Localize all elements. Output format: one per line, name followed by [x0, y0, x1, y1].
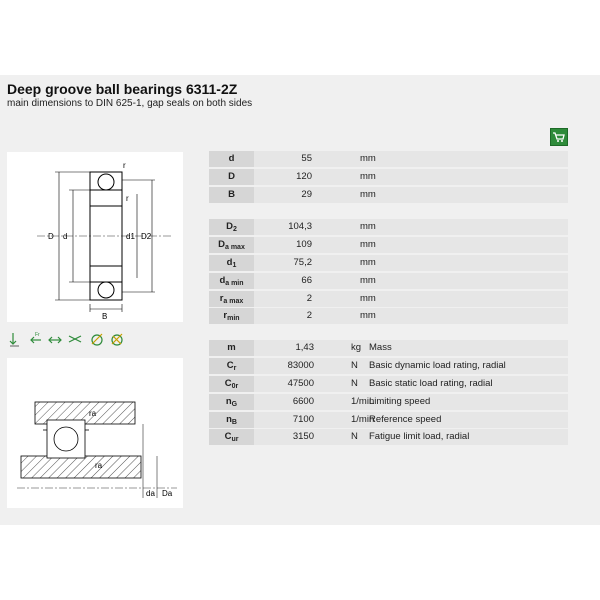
description-cell: Reference speed [369, 413, 442, 425]
svg-text:Fr: Fr [35, 332, 40, 338]
label-d1: d1 [126, 232, 135, 241]
shopping-cart-icon[interactable] [550, 128, 568, 146]
dimensions-table [209, 151, 568, 205]
value-cell: 7100 [292, 413, 314, 425]
mounting-dimensions-drawing [7, 358, 183, 508]
table-row [209, 412, 568, 428]
symbol-cell: d [209, 151, 254, 167]
table-row [209, 237, 568, 253]
unit-cell: mm [360, 221, 376, 232]
speed-icon [92, 334, 102, 345]
label-D: D [48, 232, 54, 241]
unit-cell: mm [360, 310, 376, 322]
table-row [209, 255, 568, 271]
description-cell: Basic static load rating, radial [369, 377, 493, 389]
symbol-cell: B [209, 187, 254, 203]
table-row [209, 308, 568, 324]
value-cell: 29 [301, 188, 312, 200]
combined-load-icon [49, 337, 61, 343]
bearing-section-drawing [7, 152, 183, 322]
abutment-table [209, 219, 568, 326]
page-title: Deep groove ball bearings 6311-2Z [7, 81, 238, 97]
table-row [209, 376, 568, 392]
table-row [209, 429, 568, 445]
symbol-cell: $D_{a max}$ [209, 237, 254, 253]
value-cell: 66 [301, 274, 312, 286]
symbol-cell: $r_{min}$ [209, 308, 254, 324]
table-row [209, 219, 568, 235]
unit-cell: mm [360, 238, 376, 250]
label-da: da [146, 489, 155, 498]
unit-cell: N [351, 431, 358, 443]
high-speed-icon [112, 334, 122, 345]
unit-cell: mm [360, 256, 376, 268]
unit-cell: kg [351, 342, 362, 353]
description-cell: Limiting speed [369, 395, 431, 407]
label-r-top: r [123, 161, 126, 170]
symbol-cell: $C_{0r}$ [209, 376, 254, 392]
description-cell: Basic dynamic load rating, radial [369, 359, 506, 371]
unit-cell: 1/min [351, 413, 375, 425]
table-row [209, 358, 568, 374]
unit-cell: mm [360, 292, 376, 304]
table-row [209, 340, 568, 356]
label-ra-top: ra [89, 409, 97, 418]
table-row [209, 187, 568, 203]
symbol-cell: $D_2$ [209, 219, 254, 235]
performance-table [209, 340, 568, 447]
table-row [209, 291, 568, 307]
unit-cell: mm [360, 274, 376, 286]
value-cell: 104,3 [288, 221, 312, 232]
page-subtitle: main dimensions to DIN 625-1, gap seals on both sides [7, 98, 253, 109]
description-cell: Mass [369, 342, 392, 353]
table-row [209, 169, 568, 185]
symbol-cell: $n_B$ [209, 412, 254, 428]
label-B: B [102, 312, 108, 321]
table-row [209, 151, 568, 167]
load-icons-strip [9, 330, 129, 348]
value-cell: 75,2 [293, 256, 312, 268]
value-cell: 83000 [287, 359, 314, 371]
symbol-cell: $C_r$ [209, 358, 254, 374]
value-cell: 120 [296, 170, 312, 182]
symbol-cell: $n_G$ [209, 394, 254, 410]
moment-load-icon [69, 336, 81, 342]
label-r-mid: r [126, 194, 129, 203]
axial-load-icon [10, 333, 19, 346]
description-cell: Fatigue limit load, radial [369, 431, 470, 443]
unit-cell: 1/min [351, 395, 375, 407]
symbol-cell: $d_1$ [209, 255, 254, 271]
label-d: d [63, 232, 68, 241]
value-cell: 3150 [292, 431, 314, 443]
value-cell: 1,43 [295, 342, 314, 353]
unit-cell: N [351, 377, 358, 389]
label-Da: Da [162, 489, 173, 498]
unit-cell: N [351, 359, 358, 371]
value-cell: 6600 [292, 395, 314, 407]
label-D2: D2 [141, 232, 152, 241]
radial-load-icon [31, 332, 41, 343]
value-cell: 2 [306, 310, 312, 322]
symbol-cell: D [209, 169, 254, 185]
label-ra-bottom: ra [95, 461, 103, 470]
table-row [209, 394, 568, 410]
symbol-cell: $r_{a max}$ [209, 291, 254, 307]
value-cell: 55 [301, 153, 312, 164]
symbol-cell: $C_{ur}$ [209, 429, 254, 445]
symbol-cell: m [209, 340, 254, 356]
value-cell: 47500 [287, 377, 314, 389]
symbol-cell: $d_{a min}$ [209, 273, 254, 289]
table-row [209, 273, 568, 289]
unit-cell: mm [360, 170, 376, 182]
unit-cell: mm [360, 188, 376, 200]
value-cell: 2 [306, 292, 312, 304]
value-cell: 109 [296, 238, 312, 250]
unit-cell: mm [360, 153, 376, 164]
